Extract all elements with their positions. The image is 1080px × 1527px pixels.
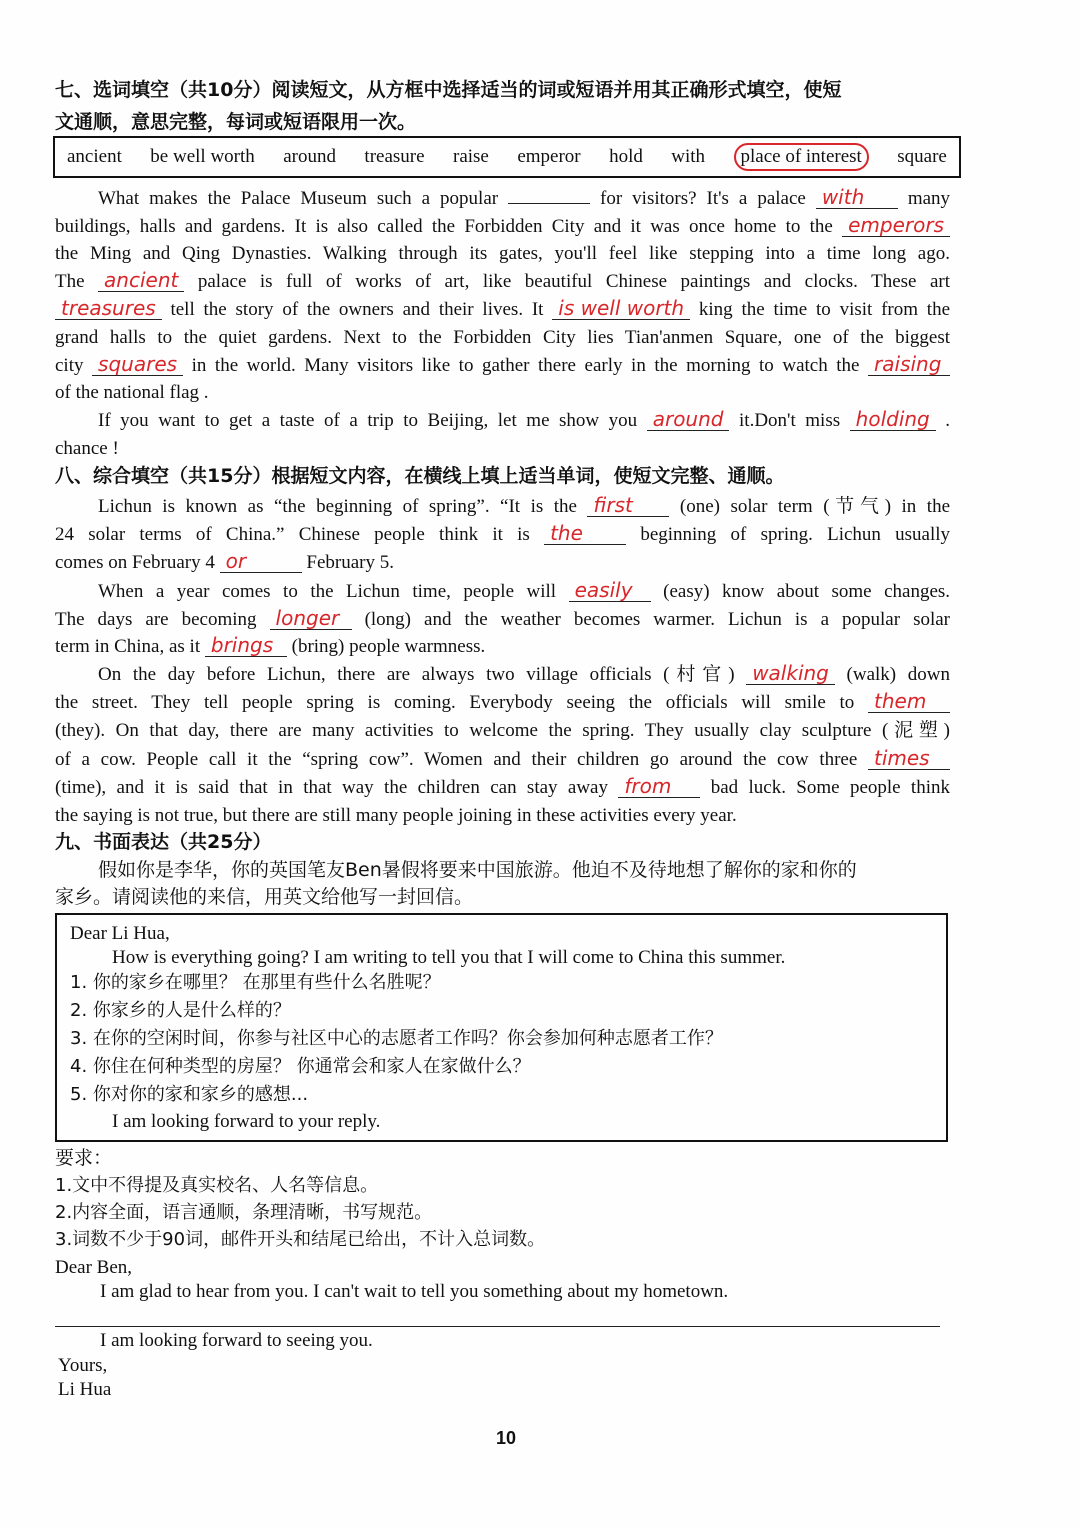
- passage-text: city: [55, 355, 84, 376]
- passage-text: of the national flag .: [55, 382, 209, 403]
- requirements-title: 要求：: [55, 1147, 113, 1169]
- passage-line: [98, 494, 950, 520]
- word-option: raise: [453, 146, 489, 167]
- word-option: treasure: [364, 146, 425, 167]
- passage-text: On the day before Lichun, there are always two village officials (村官): [98, 664, 735, 685]
- passage-text: palace is full of works of art, like beautiful Chinese paintings and clocks. These art: [197, 271, 950, 292]
- section9-heading: 九、书面表达（共25分）: [55, 831, 272, 853]
- letter-closing: I am looking forward to your reply.: [112, 1111, 381, 1132]
- passage-text: Lichun is known as “the beginning of spring”. “It is the: [98, 496, 577, 517]
- letter-greeting: Dear Li Hua,: [70, 923, 170, 944]
- answer-blank[interactable]: times: [868, 747, 950, 770]
- word-option: hold: [609, 146, 643, 167]
- writing-prompt: 假如你是李华，你的英国笔友Ben暑假将要来中国旅游。他迫不及待地想了解你的家和你的: [98, 859, 857, 881]
- passage-text: grand halls to the quiet gardens. Next to the Forbidden City lies Tian'anmen Square, one of the biggest: [55, 327, 950, 348]
- passage-text: (long) and the weather becomes warmer. Lichun is a popular solar: [364, 609, 951, 630]
- answer-blank[interactable]: brings: [205, 634, 287, 657]
- passage-text: The days are becoming: [55, 609, 257, 630]
- passage-line: [55, 297, 950, 323]
- passage-line: [55, 522, 950, 548]
- reply-closing: I am looking forward to seeing you.: [100, 1330, 373, 1351]
- passage-line: [55, 690, 950, 716]
- reply-name: Li Hua: [58, 1379, 112, 1400]
- page-number: 10: [495, 1428, 517, 1448]
- passage-text: (time), and it is said that in that way the children can stay away: [55, 777, 608, 798]
- passage-text: tell the story of the owners and their lives. It: [170, 299, 544, 320]
- letter-question: 1. 你的家乡在哪里？ 在那里有些什么名胜呢？: [70, 972, 441, 993]
- passage-line: [55, 550, 950, 576]
- answer-blank[interactable]: squares: [92, 353, 183, 376]
- answer-blank[interactable]: longer: [270, 607, 352, 630]
- passage-text: .: [945, 410, 951, 431]
- passage-line: [55, 353, 950, 379]
- passage-text: (one) solar term (节气) in the: [679, 496, 951, 517]
- answer-blank[interactable]: first: [587, 494, 669, 517]
- passage-text: comes on February 4: [55, 552, 215, 573]
- reply-opening: I am glad to hear from you. I can't wait to tell you something about my hometown.: [100, 1281, 729, 1302]
- word-option: with: [671, 146, 706, 167]
- requirement-item: 2.内容全面，语言通顺，条理清晰，书写规范。: [55, 1202, 433, 1223]
- reply-signoff: Yours,: [58, 1355, 108, 1376]
- passage-line: [55, 607, 950, 633]
- passage-text: (bring) people warmness.: [291, 636, 486, 657]
- passage-text: it.Don't miss: [739, 410, 841, 431]
- word-option: around: [283, 146, 336, 167]
- section7-heading-cont: 文通顺，意思完整，每词或短语限用一次。: [55, 111, 417, 133]
- answer-blank[interactable]: raising: [868, 353, 950, 376]
- passage-text: When a year comes to the Lichun time, people will: [98, 581, 557, 602]
- passage-line: [55, 214, 950, 240]
- word-option: emperor: [517, 146, 581, 167]
- answer-blank[interactable]: easily: [569, 579, 651, 602]
- passage-text: February 5.: [306, 552, 394, 573]
- section7-heading: 七、选词填空（共10分）阅读短文，从方框中选择适当的词或短语并用其正确形式填空，使短: [55, 79, 842, 101]
- answer-blank[interactable]: the: [544, 522, 626, 545]
- passage-text: What makes the Palace Museum such a popular: [98, 188, 499, 209]
- passage-line: [55, 325, 950, 351]
- passage-text: the street. They tell people spring is coming. Everybody seeing the officials will smile to: [55, 692, 855, 713]
- answer-blank[interactable]: them: [868, 690, 950, 713]
- passage-text: 24 solar terms of China.” Chinese people think it is: [55, 524, 530, 545]
- answer-blank[interactable]: emperors: [842, 214, 950, 237]
- word-option: be well worth: [150, 146, 255, 167]
- answer-blank[interactable]: from: [618, 775, 700, 798]
- letter-intro: How is everything going? I am writing to tell you that I will come to China this summer.: [112, 947, 786, 968]
- letter-question: 4. 你住在何种类型的房屋？ 你通常会和家人在家做什么？: [70, 1056, 531, 1077]
- answer-blank[interactable]: is well worth: [552, 297, 690, 320]
- word-option: ancient: [67, 146, 122, 167]
- reply-greeting: Dear Ben,: [55, 1257, 133, 1278]
- word-option: place of interest: [734, 143, 869, 171]
- letter-question: 5. 你对你的家和家乡的感想...: [70, 1084, 309, 1105]
- passage-line: [55, 380, 950, 406]
- word-box: [53, 136, 961, 178]
- passage-text: bad luck. Some people think: [710, 777, 950, 798]
- passage-text: in the world. Many visitors like to gather there early in the morning to watch the: [191, 355, 860, 376]
- passage-text: king the time to visit from the: [698, 299, 951, 320]
- passage-line: [55, 436, 950, 462]
- answer-blank[interactable]: [508, 203, 590, 204]
- passage-line: [55, 747, 950, 773]
- passage-line: [98, 186, 950, 212]
- writing-prompt-cont: 家乡。请阅读他的来信，用英文给他写一封回信。: [55, 886, 474, 908]
- passage-text: the Ming and Qing Dynasties. Walking through its gates, you'll feel like stepping into a time long ago.: [55, 243, 950, 264]
- passage-text: buildings, halls and gardens. It is also called the Forbidden City and it was once home to the: [55, 216, 833, 237]
- requirement-item: 3.词数不少于90词，邮件开头和结尾已给出，不计入总词数。: [55, 1229, 546, 1250]
- passage-line: [55, 803, 950, 829]
- passage-text: the saying is not true, but there are still many people joining in these activities every year.: [55, 805, 737, 826]
- passage-line: [98, 579, 950, 605]
- passage-line: [55, 775, 950, 801]
- answer-blank[interactable]: treasures: [55, 297, 162, 320]
- passage-text: chance !: [55, 438, 119, 459]
- passage-text: term in China, as it: [55, 636, 201, 657]
- word-option: square: [897, 146, 947, 167]
- answer-blank[interactable]: with: [816, 186, 898, 209]
- passage-text: beginning of spring. Lichun usually: [640, 524, 951, 545]
- requirement-item: 1.文中不得提及真实校名、人名等信息。: [55, 1175, 379, 1196]
- passage-text: The: [55, 271, 85, 292]
- answer-blank[interactable]: holding: [850, 408, 936, 431]
- letter-question: 2. 你家乡的人是什么样的？: [70, 1000, 291, 1021]
- passage-text: of a cow. People call it the “spring cow”. Women and their children go around the cow three: [55, 749, 858, 770]
- answer-blank[interactable]: around: [647, 408, 730, 431]
- passage-text: (easy) know about some changes.: [663, 581, 951, 602]
- passage-text: (walk) down: [846, 664, 950, 685]
- passage-text: If you want to get a taste of a trip to Beijing, let me show you: [98, 410, 638, 431]
- passage-line: [55, 634, 950, 660]
- passage-text: (they). On that day, there are many activities to welcome the spring. They usually clay sculpture (泥塑): [55, 720, 950, 741]
- passage-text: many: [907, 188, 951, 209]
- answer-blank[interactable]: walking: [746, 662, 835, 685]
- passage-text: for visitors? It's a palace: [600, 188, 806, 209]
- section8-heading: 八、综合填空（共15分）根据短文内容，在横线上填上适当单词，使短文完整、通顺。: [55, 465, 785, 487]
- answer-blank[interactable]: or: [220, 550, 302, 573]
- passage-line: [98, 408, 950, 434]
- passage-line: [55, 718, 950, 744]
- letter-question: 3. 在你的空闲时间，你参与社区中心的志愿者工作吗？你会参加何种志愿者工作？: [70, 1028, 723, 1049]
- passage-line: [55, 269, 950, 295]
- answer-blank[interactable]: ancient: [98, 269, 184, 292]
- passage-line: [98, 662, 950, 688]
- writing-line: [55, 1326, 940, 1327]
- passage-line: [55, 241, 950, 267]
